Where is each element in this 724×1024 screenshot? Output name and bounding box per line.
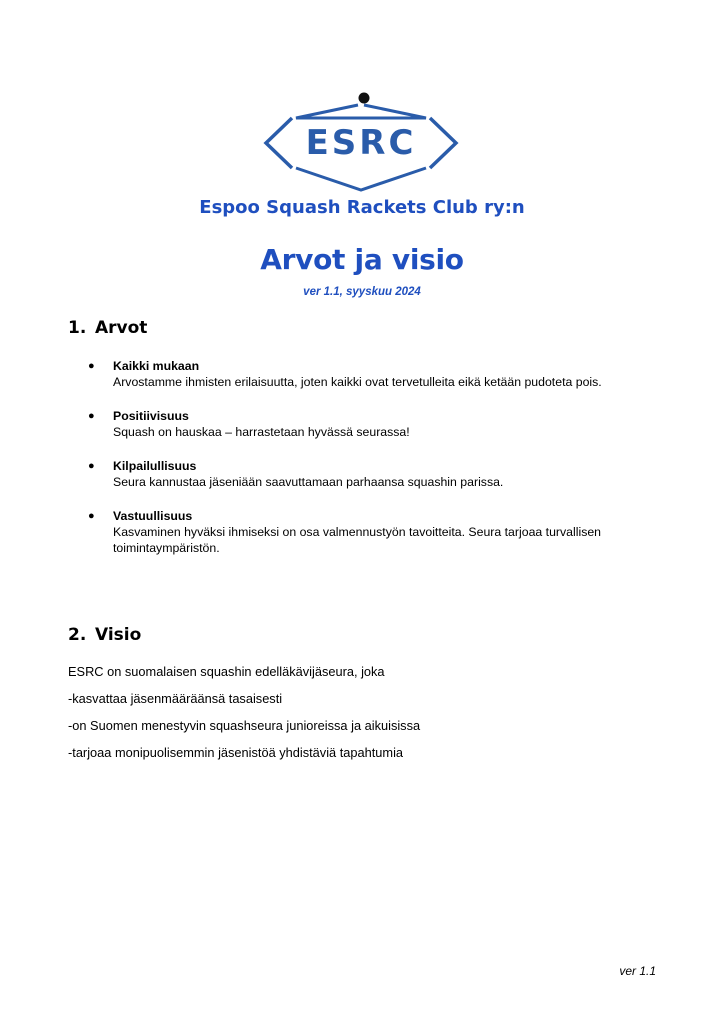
section-title: Visio xyxy=(95,625,142,645)
list-item xyxy=(88,458,648,490)
vision-line: -kasvattaa jäsenmääräänsä tasaisesti xyxy=(68,691,283,706)
list-item xyxy=(88,408,648,440)
page-title: Arvot ja visio xyxy=(260,243,464,276)
value-title: Vastuullisuus xyxy=(113,509,193,523)
value-title: Kilpailullisuus xyxy=(113,459,197,473)
vision-text xyxy=(68,664,668,772)
vision-line: -on Suomen menestyvin squashseura junioreissa ja aikuisissa xyxy=(68,718,421,733)
bullet-icon: ● xyxy=(88,460,95,472)
value-description: Squash on hauskaa – harrastetaan hyvässä seurassa! xyxy=(113,425,410,439)
footer-version: ver 1.1 xyxy=(619,964,656,978)
section-heading-values xyxy=(68,318,147,338)
list-item xyxy=(88,358,648,390)
bullet-icon: ● xyxy=(88,410,95,422)
vision-line: ESRC on suomalaisen squashin edelläkävijäseura, joka xyxy=(68,664,385,679)
section-heading-vision xyxy=(68,625,141,645)
vision-line: -tarjoaa monipuolisemmin jäsenistöä yhdistäviä tapahtumia xyxy=(68,745,404,760)
value-description: Arvostamme ihmisten erilaisuutta, joten kaikki ovat tervetulleita eikä ketään pudoteta pois. xyxy=(113,375,602,389)
section-number: 2. xyxy=(68,625,87,645)
value-title: Positiivisuus xyxy=(113,409,189,423)
list-item xyxy=(88,508,648,556)
club-name: Espoo Squash Rackets Club ry:n xyxy=(199,197,525,218)
document-version: ver 1.1, syyskuu 2024 xyxy=(303,286,421,298)
squash-ball-icon xyxy=(359,93,370,104)
bullet-icon: ● xyxy=(88,360,95,372)
value-description: Kasvaminen hyväksi ihmiseksi on osa valmennustyön tavoitteita. Seura tarjoaa turvallisen toimintaympäristön. xyxy=(113,525,602,555)
values-list xyxy=(88,358,648,556)
value-description: Seura kannustaa jäseniään saavuttamaan parhaansa squashin parissa. xyxy=(113,475,504,489)
value-title: Kaikki mukaan xyxy=(113,359,200,373)
section-number: 1. xyxy=(68,318,87,338)
logo-text: ESRC xyxy=(305,123,417,163)
bullet-icon: ● xyxy=(88,510,95,522)
section-title: Arvot xyxy=(95,318,148,338)
esrc-logo xyxy=(258,90,464,196)
